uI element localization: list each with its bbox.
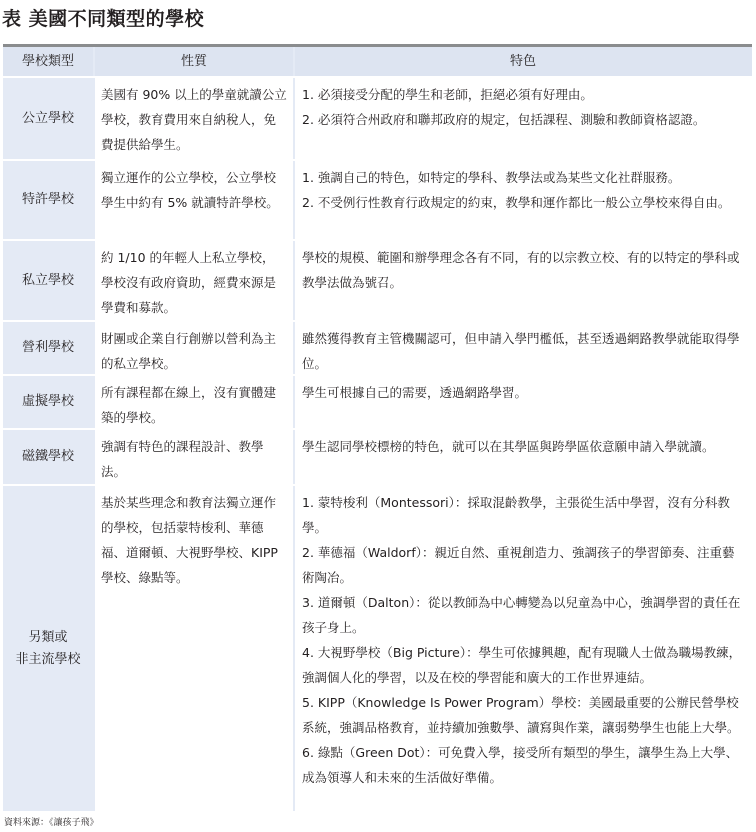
table-header-row	[3, 47, 752, 76]
features-cell	[295, 430, 752, 484]
feature-item: 6. 綠點（Green Dot）：可免費入學，接受所有類型的學生，讓學生為上大學、成為領導人和未來的生活做好準備。	[302, 745, 739, 785]
table-row	[3, 376, 752, 428]
feature-item: 1. 蒙特梭利（Montessori）：採取混齡教學，主張從生活中學習，沒有分科教學。	[302, 495, 730, 535]
feature-item: 雖然獲得教育主管機關認可，但申請入學門檻低，甚至透過網路教學就能取得學位。	[302, 331, 740, 371]
nature-cell: 財團或企業自行創辦以營利為主的私立學校。	[95, 322, 293, 374]
features-cell	[295, 376, 752, 428]
nature-cell: 獨立運作的公立學校，公立學校學生中約有 5% 就讀特許學校。	[95, 161, 293, 239]
school-type-label: 虛擬學校	[21, 394, 74, 409]
features-cell	[295, 241, 752, 320]
source-note: 資料來源：《讓孩子飛》	[4, 818, 99, 828]
school-type-label: 特許學校	[21, 192, 74, 207]
feature-item: 2. 不受例行性教育行政規定的約束，教學和運作都比一般公立學校來得自由。	[302, 195, 731, 210]
feature-item: 學生認同學校標榜的特色，就可以在其學區與跨學區依意願申請入學就讀。	[302, 439, 715, 454]
features-cell	[295, 78, 752, 159]
nature-cell: 美國有 90% 以上的學童就讀公立學校，教育費用來自納稅人，免費提供給學生。	[95, 78, 293, 159]
nature-cell: 約 1/10 的年輕人上私立學校，學校沒有政府資助，經費來源是學費和募款。	[95, 241, 293, 320]
feature-item: 5. KIPP（Knowledge Is Power Program）學校：美國最重要的公辦民營學校系統，強調品格教育，並持續加強數學、讀寫與作業，讓弱勢學生也能上大學。	[302, 695, 740, 735]
feature-item: 1. 強調自己的特色，如特定的學科、教學法或為某些文化社群服務。	[302, 170, 681, 185]
header-school-type: 學校類型	[3, 47, 93, 76]
table-row	[3, 430, 752, 484]
header-nature: 性質	[95, 47, 293, 76]
table-row	[3, 241, 752, 320]
feature-item: 4. 大視野學校（Big Picture）：學生可依據興趣，配有現職人士做為職場教練，強調個人化的學習，以及在校的學習能和廣大的工作世界連結。	[302, 645, 742, 685]
table-title: 表 美國不同類型的學校	[2, 8, 205, 30]
school-type-label: 私立學校	[21, 272, 74, 288]
header-features: 特色	[295, 47, 752, 76]
feature-item: 3. 道爾頓（Dalton）：從以教師為中心轉變為以兒童為中心，強調學習的責任在孩子身上。	[302, 595, 741, 635]
feature-item: 學生可根據自己的需要，透過網路學習。	[302, 385, 528, 400]
school-type-label: 磁鐵學校	[21, 449, 74, 464]
nature-cell: 所有課程都在線上，沒有實體建築的學校。	[95, 376, 293, 428]
feature-item: 學校的規模、範圍和辦學理念各有不同，有的以宗教立校、有的以特定的學科或教學法做為號召。	[302, 250, 740, 290]
table-row	[3, 161, 752, 239]
table-row	[3, 322, 752, 374]
table-row	[3, 78, 752, 159]
school-type-label: 另類或 非主流學校	[15, 629, 81, 667]
nature-cell: 基於某些理念和教育法獨立運作的學校，包括蒙特梭利、華德福、道爾頓、大視野學校、KIPP 學校、綠點等。	[95, 486, 293, 811]
nature-cell: 強調有特色的課程設計、教學法。	[95, 430, 293, 484]
table-row	[3, 486, 752, 811]
school-type-label: 公立學校	[21, 110, 74, 126]
features-cell	[295, 161, 752, 239]
feature-item: 2. 必須符合州政府和聯邦政府的規定，包括課程、測驗和教師資格認證。	[302, 112, 706, 127]
school-type-label: 營利學校	[21, 340, 74, 355]
school-types-table	[3, 44, 752, 811]
feature-item: 1. 必須接受分配的學生和老師，拒絕必須有好理由。	[302, 87, 593, 102]
feature-item: 2. 華德福（Waldorf）：親近自然、重視創造力、強調孩子的學習節奏、注重藝術陶冶。	[302, 545, 735, 585]
features-cell	[295, 322, 752, 374]
features-cell	[295, 486, 752, 811]
